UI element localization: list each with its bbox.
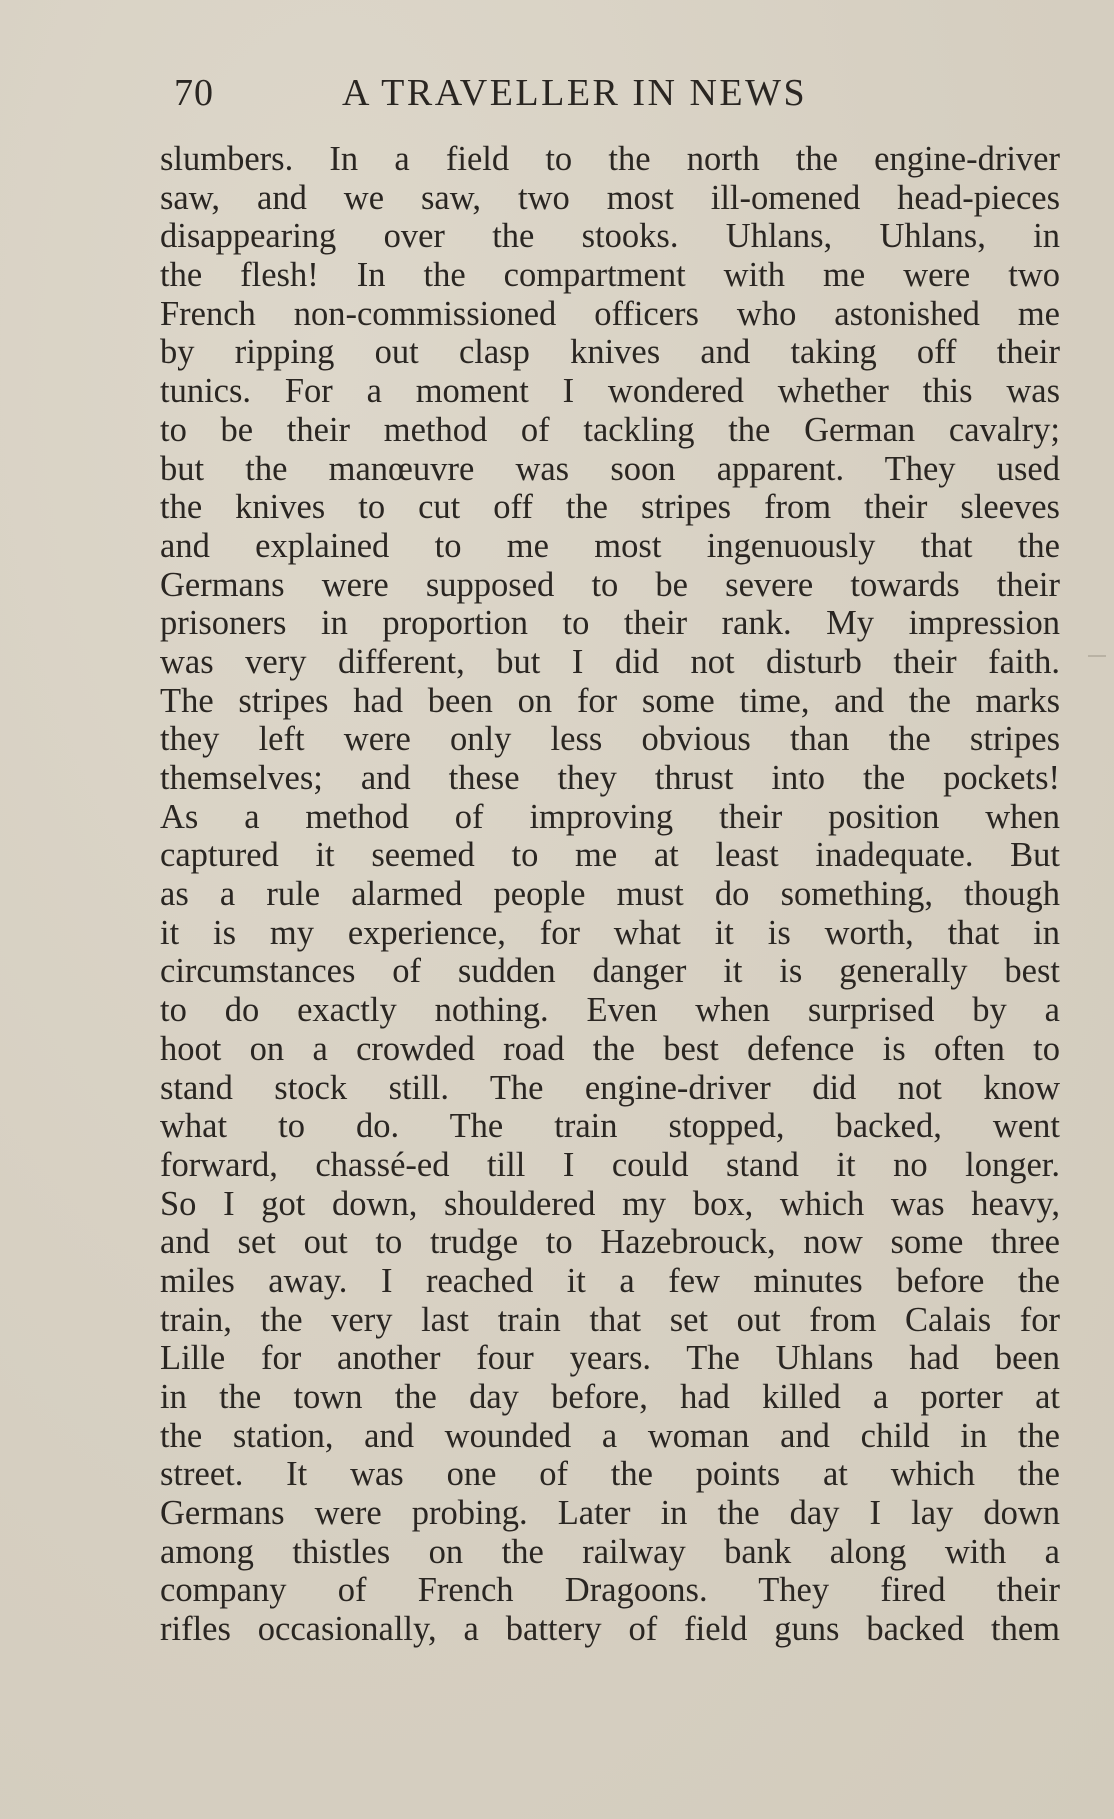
- text-line: it is my experience, for what it is worth, that in: [160, 913, 1060, 952]
- text-line: among thistles on the railway bank along with a: [160, 1532, 1060, 1571]
- text-line: So I got down, shouldered my box, which was heavy,: [160, 1184, 1060, 1223]
- text-line: themselves; and these they thrust into the pockets!: [160, 759, 1060, 797]
- text-line: train, the very last train that set out from Calais for: [160, 1300, 1060, 1339]
- body-text: [160, 140, 1060, 1649]
- text-line: circumstances of sudden danger it is generally best: [160, 952, 1060, 991]
- text-line: hoot on a crowded road the best defence is often to: [160, 1029, 1060, 1068]
- text-line: company of French Dragoons. They fired their: [160, 1571, 1060, 1610]
- page-number: 70: [174, 72, 214, 114]
- text-line: As a method of improving their position when: [160, 797, 1060, 836]
- text-line: Germans were supposed to be severe towards their: [160, 565, 1060, 604]
- text-line: prisoners in proportion to their rank. My impression: [160, 604, 1060, 643]
- text-line: the knives to cut off the stripes from their sleeves: [160, 488, 1060, 527]
- text-line: forward, chassé-ed till I could stand it no longer.: [160, 1145, 1060, 1184]
- paper-speck: [1088, 655, 1106, 657]
- text-line: as a rule alarmed people must do something, though: [160, 875, 1060, 914]
- text-line: Lille for another four years. The Uhlans had been: [160, 1339, 1060, 1378]
- text-line: miles away. I reached it a few minutes before the: [160, 1261, 1060, 1300]
- text-line: in the town the day before, had killed a porter at: [160, 1378, 1060, 1416]
- text-line: was very different, but I did not disturb their faith.: [160, 642, 1060, 681]
- text-line: by ripping out clasp knives and taking off their: [160, 333, 1060, 372]
- text-line: they left were only less obvious than the stripes: [160, 720, 1060, 759]
- text-line: The stripes had been on for some time, and the marks: [160, 681, 1060, 720]
- text-line: the station, and wounded a woman and child in the: [160, 1416, 1060, 1455]
- text-line: stand stock still. The engine-driver did not know: [160, 1068, 1060, 1107]
- text-line: French non-commissioned officers who astonished me: [160, 294, 1060, 333]
- running-title: A TRAVELLER IN NEWS: [342, 72, 808, 114]
- text-line: to do exactly nothing. Even when surprised by a: [160, 991, 1060, 1030]
- text-line: what to do. The train stopped, backed, went: [160, 1107, 1060, 1146]
- text-line: and explained to me most ingenuously that the: [160, 526, 1060, 565]
- text-line: rifles occasionally, a battery of field guns backed them: [160, 1610, 1060, 1649]
- text-line: Germans were probing. Later in the day I lay down: [160, 1494, 1060, 1533]
- text-line: to be their method of tackling the German cavalry;: [160, 410, 1060, 449]
- text-line: and set out to trudge to Hazebrouck, now some three: [160, 1223, 1060, 1262]
- text-line: street. It was one of the points at which the: [160, 1455, 1060, 1494]
- running-head: [174, 70, 1054, 116]
- text-line: captured it seemed to me at least inadequate. But: [160, 836, 1060, 875]
- text-line: tunics. For a moment I wondered whether this was: [160, 372, 1060, 411]
- text-line: disappearing over the stooks. Uhlans, Uhlans, in: [160, 217, 1060, 256]
- text-line: slumbers. In a field to the north the engine-driver: [160, 140, 1060, 178]
- text-line: but the manœuvre was soon apparent. They used: [160, 449, 1060, 488]
- text-line: the flesh! In the compartment with me were two: [160, 256, 1060, 295]
- text-line: saw, and we saw, two most ill-omened head-pieces: [160, 178, 1060, 217]
